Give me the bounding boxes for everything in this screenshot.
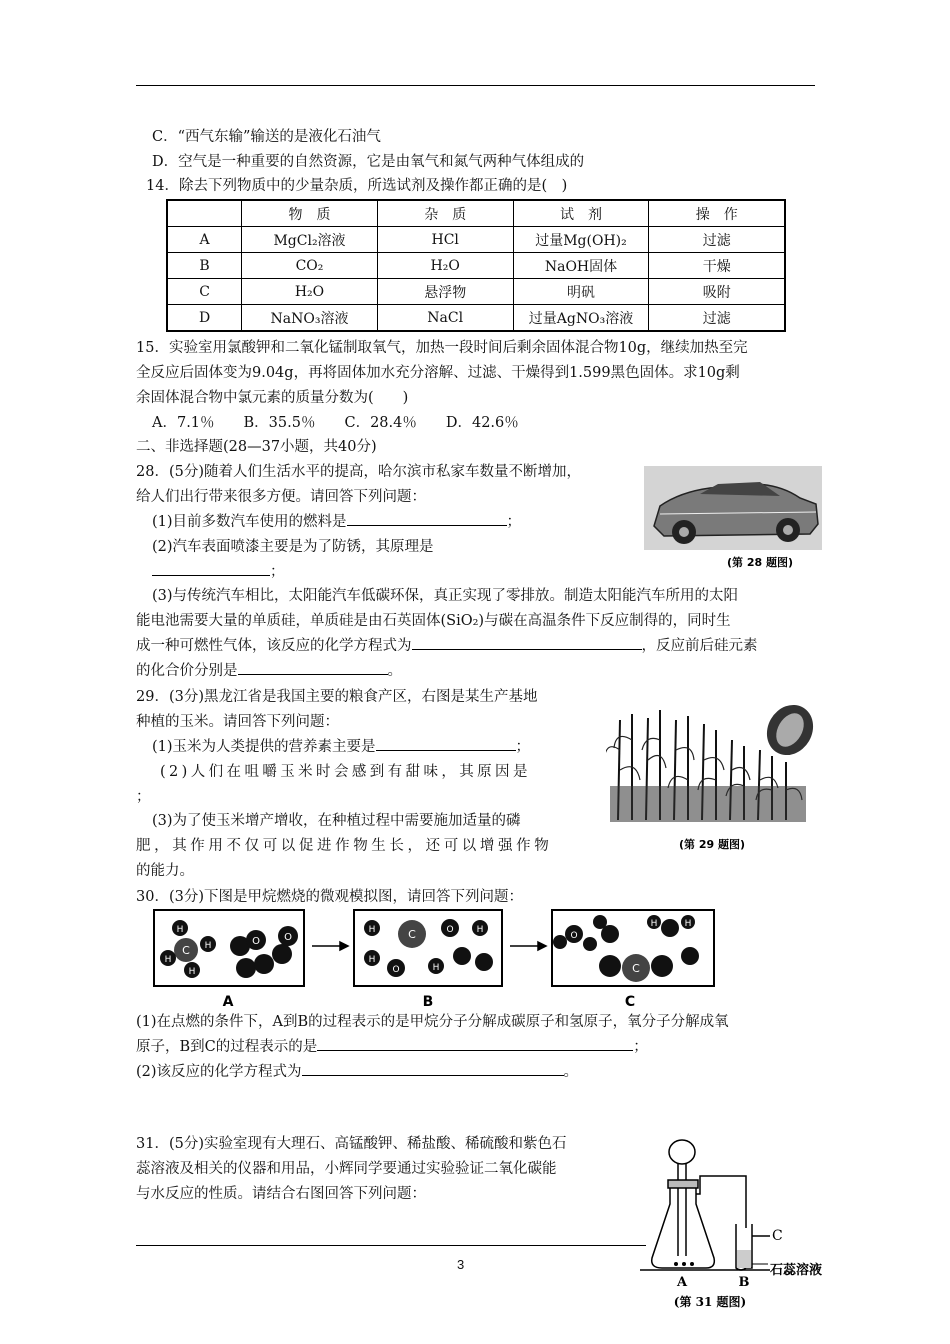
answer-blank[interactable] — [152, 561, 270, 576]
q29-part2: (2)人们在咀嚼玉米时会感到有甜味，其原因是 — [160, 764, 531, 780]
apparatus-label-a: A — [676, 1275, 688, 1290]
atom-label: H — [432, 963, 440, 973]
table-header-cell — [167, 200, 242, 227]
table-cell: C — [167, 279, 242, 305]
atom-label: O — [392, 965, 400, 975]
table-cell: B — [167, 253, 242, 279]
table-cell: 干燥 — [649, 253, 785, 279]
corn-image — [606, 690, 818, 854]
table-cell: 过滤 — [649, 305, 785, 332]
q15-options: A．7.1％ B．35.5％ C．28.4％ D．42.6％ — [152, 415, 519, 431]
q28-caption: (第 28 题图) — [726, 556, 794, 569]
atom-label: H — [684, 919, 692, 929]
q28-line2: 给人们出行带来很多方便。请回答下列问题： — [136, 489, 426, 505]
atom-label: H — [650, 919, 658, 929]
litmus-label: 石蕊溶液 — [770, 1263, 823, 1278]
table-cell: MgCl₂溶液 — [242, 227, 378, 253]
header-rule — [136, 85, 815, 86]
table-cell: CO₂ — [242, 253, 378, 279]
answer-blank[interactable] — [302, 1061, 564, 1076]
apparatus-diagram — [640, 1136, 840, 1316]
atom-label: O — [284, 932, 292, 943]
q30-part1-line2-end: ； — [633, 1039, 648, 1055]
atoms-b — [364, 919, 493, 977]
footer-rule — [136, 1245, 646, 1246]
panel-label-b: B — [422, 994, 434, 1010]
q28-part1 — [152, 511, 521, 533]
table-cell: HCl — [377, 227, 513, 253]
atom-label: C — [632, 962, 640, 975]
table-cell: NaCl — [377, 305, 513, 332]
answer-blank[interactable] — [412, 635, 642, 650]
atom-label: H — [176, 925, 184, 935]
q29-part1 — [152, 736, 530, 758]
q28-part2: (2)汽车表面喷漆主要是为了防锈，其原理是 — [152, 539, 434, 555]
apparatus-label-b: B — [738, 1275, 750, 1290]
q30-part2-end: 。 — [563, 1064, 579, 1080]
table-header-cell: 物 质 — [242, 200, 378, 227]
methane-combustion-diagram — [150, 906, 720, 1010]
q31-line1: 31．(5分)实验室现有大理石、高锰酸钾、稀盐酸、稀硫酸和紫色石 — [136, 1136, 567, 1152]
atom-label: C — [182, 944, 190, 957]
q15-line2: 全反应后固体变为9.04g，再将固体加水充分溶解、过滤、干燥得到1.599黑色固体。求10g剩 — [136, 365, 740, 381]
q29-part3-line2: 肥，其作用不仅可以促进作物生长，还可以增强作物 — [136, 838, 553, 854]
atom-label: H — [368, 955, 376, 965]
table-cell: 吸附 — [649, 279, 785, 305]
atom-label: H — [476, 925, 484, 935]
q28-part3-line1: (3)与传统汽车相比，太阳能汽车低碳环保，真正实现了零排放。制造太阳能汽车所用的太阳 — [152, 588, 739, 604]
q29-line1: 29．(3分)黑龙江省是我国主要的粮食产区，右图是某生产基地 — [136, 689, 538, 705]
q28-part3-line4 — [136, 660, 402, 682]
molecules-a — [160, 920, 298, 978]
table-cell: 明矾 — [513, 279, 649, 305]
apparatus-label-c: C — [772, 1228, 783, 1244]
table-row — [167, 253, 785, 279]
q28-part1-end: ； — [506, 514, 522, 530]
q30-part1-line2-text: 原子，B到C的过程表示的是 — [136, 1039, 318, 1055]
q28-part3-line3-end: ，反应前后硅元素 — [641, 638, 758, 654]
q30-line1: 30．(3分)下图是甲烷燃烧的微观模拟图，请回答下列问题： — [136, 889, 523, 905]
q13-option-d: D．空气是一种重要的自然资源，它是由氧气和氮气两种气体组成的 — [152, 154, 585, 170]
table-cell: H₂O — [377, 253, 513, 279]
table-cell: NaNO₃溶液 — [242, 305, 378, 332]
q30-part2 — [136, 1061, 578, 1083]
q31-line3: 与水反应的性质。请结合右图回答下列问题： — [136, 1186, 426, 1202]
q28-part3-line3 — [136, 635, 758, 657]
molecules-c — [553, 915, 699, 982]
q28-part2-blank-line — [152, 561, 285, 583]
car-image — [640, 462, 826, 574]
page-number: 3 — [457, 1257, 465, 1272]
answer-blank[interactable] — [317, 1036, 633, 1051]
q29-caption: (第 29 题图) — [678, 838, 746, 851]
table-header-row — [167, 200, 785, 227]
q14-stem: 14．除去下列物质中的少量杂质，所选试剂及操作都正确的是( ) — [146, 178, 568, 194]
q31-line2: 蕊溶液及相关的仪器和用品，小辉同学要通过实验验证二氧化碳能 — [136, 1161, 557, 1177]
atom-label: H — [164, 955, 172, 965]
panel-label-a: A — [222, 994, 234, 1010]
q28-part3-line4-end: 。 — [387, 663, 402, 679]
q28-part2-end: ； — [270, 564, 285, 580]
q15-line3: 余固体混合物中氯元素的质量分数为( ) — [136, 390, 409, 406]
q28-part1-text: (1)目前多数汽车使用的燃料是 — [152, 514, 347, 530]
q28-part3-line4-text: 的化合价分别是 — [136, 663, 238, 679]
atom-label: C — [408, 928, 416, 941]
q29-part1-end: ； — [515, 739, 531, 755]
table-cell: A — [167, 227, 242, 253]
table-cell: 过量Mg(OH)₂ — [513, 227, 649, 253]
answer-blank[interactable] — [347, 511, 507, 526]
q28-part3-line2: 能电池需要大量的单质硅，单质硅是由石英固体(SiO₂)与碳在高温条件下反应制得的，同时生 — [136, 613, 731, 629]
atom-label: H — [204, 941, 212, 951]
table-cell: D — [167, 305, 242, 332]
table-header-cell: 试 剂 — [513, 200, 649, 227]
table-cell: 过量AgNO₃溶液 — [513, 305, 649, 332]
panel-label-c: C — [624, 994, 636, 1010]
q15-line1: 15．实验室用氯酸钾和二氧化锰制取氧气，加热一段时间后剩余固体混合物10g，继续加热至完 — [136, 340, 748, 356]
table-row — [167, 305, 785, 332]
atom-label: O — [446, 925, 454, 935]
q28-line1: 28．(5分)随着人们生活水平的提高，哈尔滨市私家车数量不断增加， — [136, 464, 581, 480]
q30-part1-line1: (1)在点燃的条件下，A到B的过程表示的是甲烷分子分解成碳原子和氢原子，氧分子分解成氧 — [136, 1014, 729, 1030]
table-cell: H₂O — [242, 279, 378, 305]
q28-part3-line3-text: 成一种可燃性气体，该反应的化学方程式为 — [136, 638, 412, 654]
answer-blank[interactable] — [376, 736, 516, 751]
atom-label: H — [368, 925, 376, 935]
q29-part1-text: (1)玉米为人类提供的营养素主要是 — [152, 739, 376, 755]
q29-line2: 种植的玉米。请回答下列问题： — [136, 714, 339, 730]
q30-part2-text: (2)该反应的化学方程式为 — [136, 1064, 302, 1080]
q29-part3-line3: 的能力。 — [136, 863, 194, 879]
q29-part2-end: ； — [136, 789, 151, 805]
table-row — [167, 279, 785, 305]
table-header-cell: 杂 质 — [377, 200, 513, 227]
section-heading: 二、非选择题(28—37小题，共40分) — [136, 439, 377, 455]
table-cell: NaOH固体 — [513, 253, 649, 279]
table-cell: 悬浮物 — [377, 279, 513, 305]
table-row — [167, 227, 785, 253]
q29-part3-line1: (3)为了使玉米增产增收，在种植过程中需要施加适量的磷 — [152, 813, 521, 829]
table-cell: 过滤 — [649, 227, 785, 253]
atom-label: O — [252, 936, 260, 947]
q30-part1-line2 — [136, 1036, 648, 1058]
atom-label: O — [570, 931, 578, 941]
q13-option-c: C．“西气东输”输送的是液化石油气 — [152, 129, 381, 145]
atom-label: H — [188, 967, 196, 977]
q31-caption: (第 31 题图) — [673, 1295, 747, 1309]
arrow-icon — [312, 942, 546, 950]
table-header-cell: 操 作 — [649, 200, 785, 227]
answer-blank[interactable] — [238, 660, 388, 675]
q14-table — [166, 199, 786, 332]
